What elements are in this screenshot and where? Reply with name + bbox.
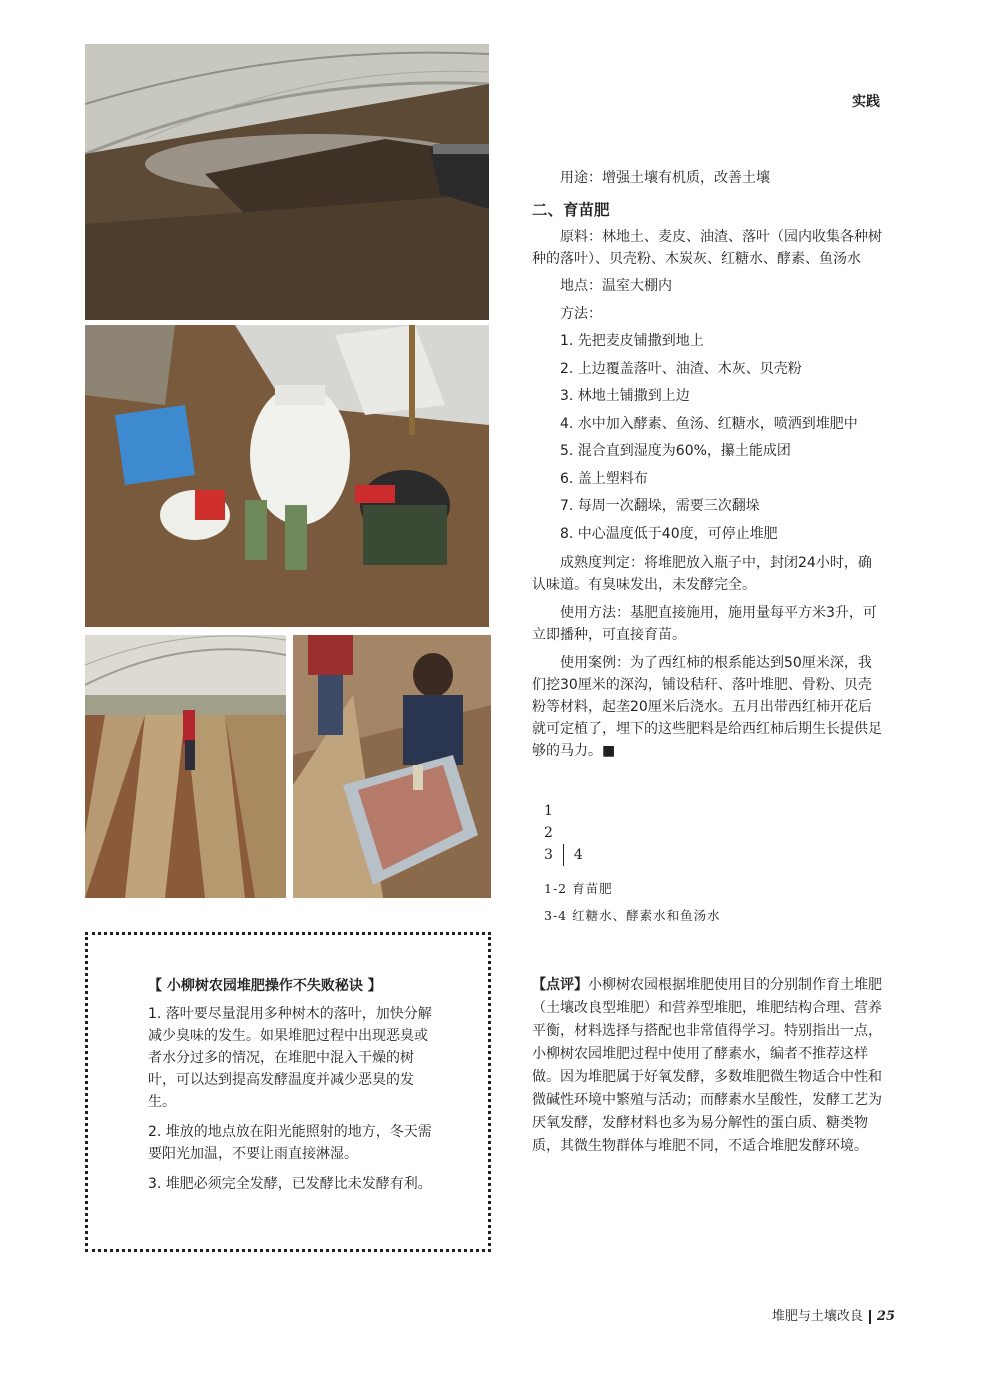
- location-text: 地点：温室大棚内: [560, 278, 672, 294]
- step-item: 5. 混合直到湿度为60%，攥土能成团: [560, 443, 791, 459]
- usage-method-text: 使用方法：基肥直接施用，施用量每平方米3升，可立即播种，可直接育苗。: [532, 605, 877, 643]
- maturity-text: 成熟度判定：将堆肥放入瓶子中，封闭24小时，确认味道。有臭味发出，未发酵完全。: [532, 555, 872, 593]
- photo-wheelbarrow: [293, 635, 491, 898]
- section-tag: 实践: [852, 94, 880, 110]
- method-label: 方法：: [560, 305, 602, 322]
- tip-item: 3. 堆肥必须完全发酵，已发酵比未发酵有利。: [148, 1176, 432, 1192]
- figure-key-1: 1: [544, 803, 553, 819]
- footer-title: 堆肥与土壤改良: [771, 1309, 863, 1324]
- page-number: 25: [876, 1309, 895, 1324]
- page-footer: [772, 1305, 895, 1324]
- figure-key-2: 2: [544, 825, 553, 841]
- materials-text: 原料：林地土、麦皮、油渣、落叶（园内收集各种树种的落叶）、贝壳粉、木炭灰、红糖水、酵素、鱼汤水: [532, 229, 882, 267]
- tip-item: 2. 堆放的地点放在阳光能照射的地方，冬天需要阳光加温，不要让雨直接淋湿。: [148, 1124, 432, 1162]
- figure-key-3: 3: [544, 847, 553, 863]
- editor-comment: [532, 974, 882, 1158]
- photo-greenhouse-compost: [85, 44, 489, 320]
- step-item: 8. 中心温度低于40度，可停止堆肥: [560, 525, 778, 542]
- photo-compost-materials: [85, 325, 489, 627]
- caption-1-2: 1-2 育苗肥: [544, 881, 613, 896]
- figure-key-4: 4: [573, 847, 583, 863]
- comment-label: 【点评】: [532, 977, 588, 993]
- usage-line: 用途：增强土壤有机质，改善土壤: [560, 170, 770, 186]
- tips-title: 【 小柳树农园堆肥操作不失败秘诀 】: [148, 978, 382, 994]
- case-text: 使用案例：为了西红柿的根系能达到50厘米深，我们挖30厘米的深沟，铺设秸秆、落叶堆肥、骨粉、贝壳粉等材料，起垄20厘米后浇水。五月出带西红柿开花后就可定植了，埋下的这些肥料是给西红柿后期生长提供足够的马力。■: [532, 655, 882, 759]
- tips-box: [85, 932, 491, 1252]
- step-item: 7. 每周一次翻垛，需要三次翻垛: [560, 498, 760, 514]
- caption-3-4: 3-4 红糖水、酵素水和鱼汤水: [544, 908, 721, 923]
- figure-key: [544, 800, 583, 866]
- footer-divider: [869, 1310, 871, 1324]
- figure-key-divider: [563, 844, 564, 866]
- step-item: 4. 水中加入酵素、鱼汤、红糖水，喷洒到堆肥中: [560, 415, 858, 432]
- step-item: 1. 先把麦皮铺撒到地上: [560, 333, 704, 349]
- article-body: [532, 165, 882, 762]
- comment-text: 小柳树农园根据堆肥使用目的分别制作育土堆肥（土壤改良型堆肥）和营养型堆肥，堆肥结构合理、营养平衡，材料选择与搭配也非常值得学习。特别指出一点，小柳树农园堆肥过程中使用了酵素水，编者不推荐这样做。因为堆肥属于好氧发酵，多数堆肥微生物适合中性和微碱性环境中繁殖与活动；而酵素水呈酸性，发酵工艺为厌氧发酵，发酵材料也多为易分解性的蛋白质、糖类物质，其微生物群体与堆肥不同，不适合堆肥发酵环境。: [532, 977, 882, 1154]
- section-title: 二、育苗肥: [532, 200, 610, 219]
- step-item: 3. 林地土铺撒到上边: [560, 388, 690, 404]
- tip-item: 1. 落叶要尽量混用多种树木的落叶，加快分解减少臭味的发生。如果堆肥过程中出现恶臭或者水分过多的情况，在堆肥中混入干燥的树叶，可以达到提高发酵温度并减少恶臭的发生。: [148, 1006, 432, 1110]
- step-item: 6. 盖上塑料布: [560, 470, 648, 487]
- photo-field-rows: [85, 635, 286, 898]
- step-item: 2. 上边覆盖落叶、油渣、木灰、贝壳粉: [560, 360, 802, 377]
